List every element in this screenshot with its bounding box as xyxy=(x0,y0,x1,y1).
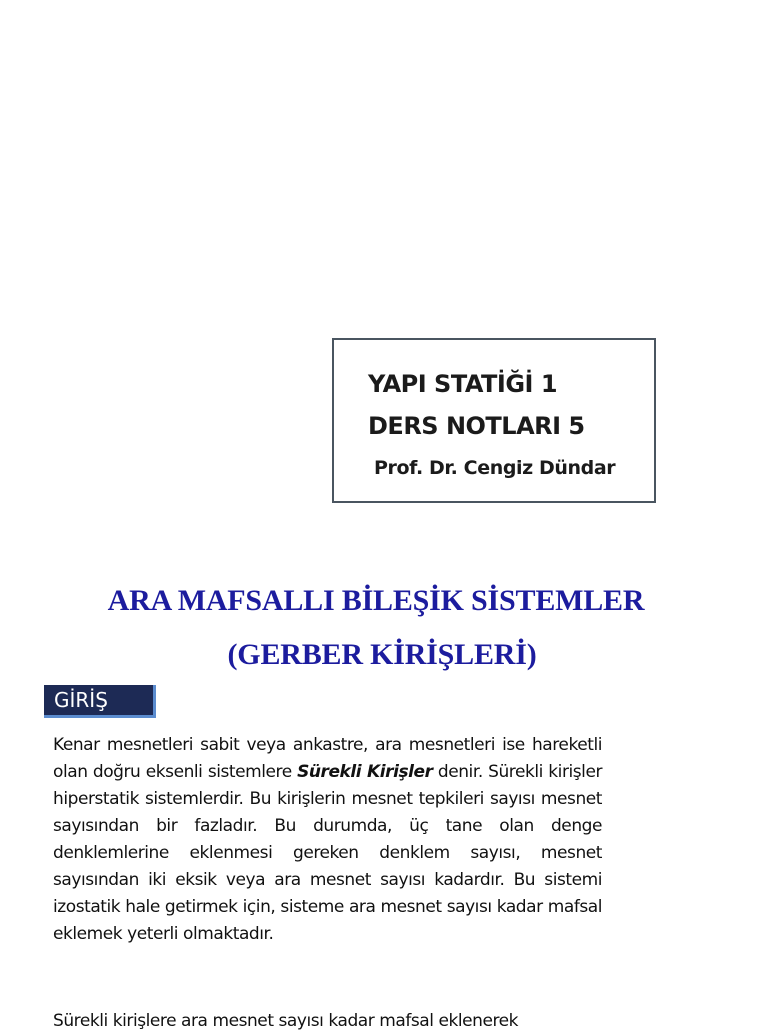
emphasis-term: Sürekli Kirişler xyxy=(297,762,433,782)
author-name: Prof. Dr. Cengiz Dündar xyxy=(374,457,616,479)
main-heading: ARA MAFSALLI BİLEŞİK SİSTEMLER xyxy=(107,584,645,617)
paragraph-text-end: denir. Sürekli kirişler hiperstatik sistemlerdir. Bu kirişlerin mesnet tepkileri sayısı mesnet sayısından bir fazladır. Bu durumda, üç tane olan denge denklemlerine eklenmesi gereken denklem sayısı, mesnet sayısından iki eksik veya ara mesnet sayısı kadardır. Bu sistemi izostatik hale getirmek için, sisteme ara mesnet sayısı kadar mafsal eklemek yeterli olmaktadır. xyxy=(53,762,603,944)
paragraph-text-start: Kenar mesnetleri sabit veya ankastre, ara mesnetleri ise hareketli olan doğru eksenli sistemlere xyxy=(53,735,602,782)
intro-paragraph xyxy=(53,732,602,948)
lecture-notes-title: DERS NOTLARI 5 xyxy=(368,412,585,440)
sub-heading: (GERBER KİRİŞLERİ) xyxy=(227,638,537,671)
section-label-giris: GİRİŞ xyxy=(44,685,156,718)
course-title: YAPI STATİĞİ 1 xyxy=(368,370,558,398)
title-box xyxy=(332,338,656,503)
second-paragraph: Sürekli kirişlere ara mesnet sayısı kadar mafsal eklenerek xyxy=(53,1011,519,1031)
